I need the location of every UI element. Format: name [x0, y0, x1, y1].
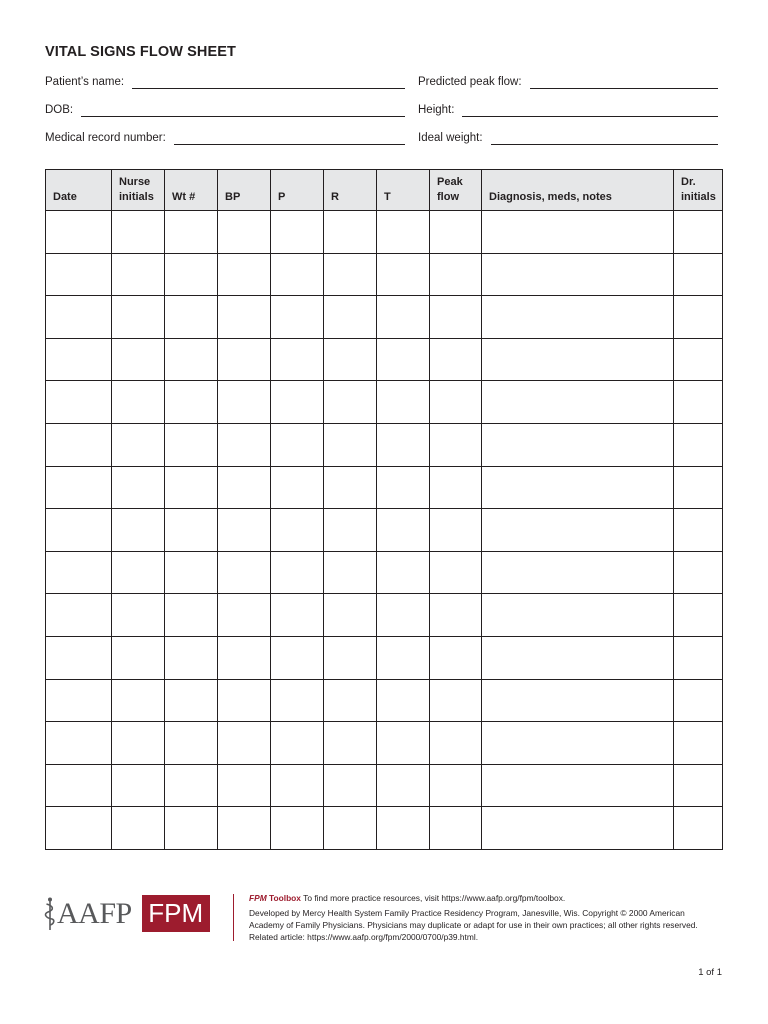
table-cell[interactable] — [218, 509, 271, 552]
toolbox-label: FPM Toolbox — [249, 893, 301, 903]
column-header: Diagnosis, meds, notes — [482, 170, 674, 211]
table-cell[interactable] — [482, 296, 674, 339]
table-cell[interactable] — [324, 253, 377, 296]
table-cell[interactable] — [377, 466, 430, 509]
height-line[interactable] — [462, 106, 718, 117]
table-row — [46, 679, 723, 722]
table-cell[interactable] — [482, 679, 674, 722]
table-row — [46, 253, 723, 296]
table-row — [46, 466, 723, 509]
table-cell[interactable] — [324, 338, 377, 381]
table-cell[interactable] — [674, 211, 723, 254]
table-cell[interactable] — [271, 722, 324, 765]
table-cell[interactable] — [674, 381, 723, 424]
table-row — [46, 807, 723, 850]
table-cell[interactable] — [218, 466, 271, 509]
table-cell[interactable] — [674, 636, 723, 679]
table-cell[interactable] — [271, 253, 324, 296]
table-cell[interactable] — [674, 338, 723, 381]
table-cell[interactable] — [46, 722, 112, 765]
table-cell[interactable] — [165, 381, 218, 424]
column-header: Dr. initials — [674, 170, 723, 211]
table-cell[interactable] — [218, 636, 271, 679]
table-cell[interactable] — [46, 381, 112, 424]
page-title: VITAL SIGNS FLOW SHEET — [45, 44, 236, 60]
table-row — [46, 764, 723, 807]
patient-name-line[interactable] — [132, 78, 405, 89]
column-header: Peak flow — [430, 170, 482, 211]
predicted-peak-flow-field[interactable] — [418, 73, 718, 89]
table-cell[interactable] — [112, 253, 165, 296]
column-header: Nurse initials — [112, 170, 165, 211]
column-header: Date — [46, 170, 112, 211]
table-cell[interactable] — [377, 679, 430, 722]
medical-record-line[interactable] — [174, 134, 405, 145]
table-cell[interactable] — [324, 509, 377, 552]
column-header: Wt # — [165, 170, 218, 211]
table-row — [46, 296, 723, 339]
table-cell[interactable] — [377, 807, 430, 850]
table-row — [46, 338, 723, 381]
table-cell[interactable] — [46, 807, 112, 850]
table-cell[interactable] — [482, 551, 674, 594]
aafp-logo-text: AAFP — [57, 896, 132, 930]
table-cell[interactable] — [482, 636, 674, 679]
table-cell[interactable] — [377, 764, 430, 807]
ideal-weight-line[interactable] — [491, 134, 718, 145]
table-cell[interactable] — [674, 509, 723, 552]
table-cell[interactable] — [271, 211, 324, 254]
table-cell[interactable] — [324, 466, 377, 509]
table-cell[interactable] — [482, 211, 674, 254]
table-cell[interactable] — [271, 296, 324, 339]
table-row — [46, 722, 723, 765]
table-cell[interactable] — [324, 807, 377, 850]
table-cell[interactable] — [46, 679, 112, 722]
table-cell[interactable] — [112, 381, 165, 424]
table-row — [46, 509, 723, 552]
table-cell[interactable] — [430, 296, 482, 339]
table-cell[interactable] — [165, 679, 218, 722]
table-cell[interactable] — [430, 253, 482, 296]
table-cell[interactable] — [482, 594, 674, 637]
table-cell[interactable] — [674, 594, 723, 637]
table-cell[interactable] — [218, 679, 271, 722]
table-cell[interactable] — [430, 764, 482, 807]
table-cell[interactable] — [271, 509, 324, 552]
table-cell[interactable] — [271, 551, 324, 594]
ideal-weight-label: Ideal weight: — [418, 132, 483, 144]
table-cell[interactable] — [482, 764, 674, 807]
table-cell[interactable] — [271, 338, 324, 381]
page-number: 1 of 1 — [698, 967, 722, 978]
table-cell[interactable] — [218, 211, 271, 254]
table-cell[interactable] — [674, 807, 723, 850]
column-header: R — [324, 170, 377, 211]
table-cell[interactable] — [324, 211, 377, 254]
table-cell[interactable] — [377, 636, 430, 679]
medical-record-label: Medical record number: — [45, 132, 166, 144]
table-cell[interactable] — [271, 679, 324, 722]
table-cell[interactable] — [271, 764, 324, 807]
dob-line[interactable] — [81, 106, 405, 117]
table-cell[interactable] — [165, 551, 218, 594]
table-row — [46, 381, 723, 424]
table-cell[interactable] — [46, 296, 112, 339]
table-cell[interactable] — [112, 594, 165, 637]
table-cell[interactable] — [165, 636, 218, 679]
table-cell[interactable] — [165, 807, 218, 850]
table-cell[interactable] — [377, 594, 430, 637]
table-cell[interactable] — [377, 253, 430, 296]
table-cell[interactable] — [674, 679, 723, 722]
table-cell[interactable] — [430, 594, 482, 637]
table-cell[interactable] — [46, 338, 112, 381]
table-row — [46, 551, 723, 594]
table-cell[interactable] — [112, 211, 165, 254]
toolbox-line — [249, 892, 719, 904]
table-cell[interactable] — [112, 423, 165, 466]
table-cell[interactable] — [46, 253, 112, 296]
table-cell[interactable] — [112, 722, 165, 765]
ideal-weight-field[interactable] — [418, 129, 718, 145]
table-cell[interactable] — [324, 381, 377, 424]
table-cell[interactable] — [165, 764, 218, 807]
table-row — [46, 594, 723, 637]
table-header-row — [46, 170, 723, 211]
table-cell[interactable] — [165, 466, 218, 509]
table-cell[interactable] — [377, 551, 430, 594]
table-cell[interactable] — [46, 636, 112, 679]
predicted-peak-flow-line[interactable] — [530, 78, 718, 89]
copyright-text: Developed by Mercy Health System Family Practice Residency Program, Janesville, Wis. Copyright © 2000 American Academy of Family Physicians. Physicians may duplicate or adapt for use in their own practices; all other rights reserved. Related article: https://www.aafp.org/fpm/2000/0700/p39.html. — [249, 908, 698, 942]
table-cell[interactable] — [674, 253, 723, 296]
table-cell[interactable] — [324, 551, 377, 594]
table-cell[interactable] — [377, 509, 430, 552]
table-cell[interactable] — [112, 509, 165, 552]
table-cell[interactable] — [377, 722, 430, 765]
caduceus-icon — [44, 897, 56, 931]
vitals-table — [45, 169, 723, 850]
table-cell[interactable] — [482, 807, 674, 850]
height-field[interactable] — [418, 101, 718, 117]
table-cell[interactable] — [482, 509, 674, 552]
table-cell[interactable] — [674, 296, 723, 339]
table-cell[interactable] — [674, 423, 723, 466]
table-cell[interactable] — [218, 807, 271, 850]
table-cell[interactable] — [46, 551, 112, 594]
footer-divider — [233, 894, 234, 941]
table-cell[interactable] — [165, 211, 218, 254]
table-cell[interactable] — [112, 764, 165, 807]
table-cell[interactable] — [165, 253, 218, 296]
table-cell[interactable] — [430, 509, 482, 552]
table-cell[interactable] — [218, 423, 271, 466]
table-cell[interactable] — [112, 338, 165, 381]
table-cell[interactable] — [165, 338, 218, 381]
table-cell[interactable] — [430, 807, 482, 850]
table-cell[interactable] — [430, 636, 482, 679]
table-cell[interactable] — [165, 423, 218, 466]
table-cell[interactable] — [324, 636, 377, 679]
table-cell[interactable] — [324, 679, 377, 722]
table-cell[interactable] — [218, 764, 271, 807]
table-cell[interactable] — [112, 636, 165, 679]
table-cell[interactable] — [46, 211, 112, 254]
table-cell[interactable] — [218, 296, 271, 339]
column-header: BP — [218, 170, 271, 211]
table-cell[interactable] — [430, 338, 482, 381]
table-cell[interactable] — [112, 296, 165, 339]
table-cell[interactable] — [430, 722, 482, 765]
table-cell[interactable] — [674, 722, 723, 765]
table-cell[interactable] — [218, 381, 271, 424]
table-cell[interactable] — [430, 211, 482, 254]
predicted-peak-flow-label: Predicted peak flow: — [418, 76, 522, 88]
table-cell[interactable] — [377, 296, 430, 339]
table-row — [46, 211, 723, 254]
table-cell[interactable] — [218, 338, 271, 381]
table-cell[interactable] — [46, 509, 112, 552]
table-cell[interactable] — [324, 423, 377, 466]
table-body — [46, 211, 723, 850]
table-cell[interactable] — [112, 551, 165, 594]
table-cell[interactable] — [271, 466, 324, 509]
toolbox-text: To find more practice resources, visit https://www.aafp.org/fpm/toolbox. — [300, 893, 566, 903]
table-cell[interactable] — [674, 764, 723, 807]
table-cell[interactable] — [324, 764, 377, 807]
table-cell[interactable] — [674, 551, 723, 594]
column-header: T — [377, 170, 430, 211]
table-cell[interactable] — [377, 211, 430, 254]
table-cell[interactable] — [377, 381, 430, 424]
table-cell[interactable] — [674, 466, 723, 509]
table-cell[interactable] — [271, 807, 324, 850]
table-cell[interactable] — [165, 594, 218, 637]
table-cell[interactable] — [482, 253, 674, 296]
patient-name-field[interactable] — [45, 73, 405, 89]
table-cell[interactable] — [271, 594, 324, 637]
table-cell[interactable] — [430, 423, 482, 466]
table-cell[interactable] — [430, 551, 482, 594]
table-cell[interactable] — [482, 381, 674, 424]
table-cell[interactable] — [430, 381, 482, 424]
table-cell[interactable] — [112, 679, 165, 722]
table-cell[interactable] — [165, 722, 218, 765]
table-cell[interactable] — [430, 679, 482, 722]
table-cell[interactable] — [112, 807, 165, 850]
table-cell[interactable] — [324, 722, 377, 765]
table-cell[interactable] — [430, 466, 482, 509]
table-cell[interactable] — [46, 764, 112, 807]
table-cell[interactable] — [218, 594, 271, 637]
patient-name-label: Patient’s name: — [45, 76, 125, 88]
table-cell[interactable] — [46, 423, 112, 466]
table-cell[interactable] — [377, 338, 430, 381]
table-cell[interactable] — [218, 551, 271, 594]
table-cell[interactable] — [218, 253, 271, 296]
table-cell[interactable] — [271, 636, 324, 679]
table-cell[interactable] — [46, 594, 112, 637]
table-cell[interactable] — [377, 423, 430, 466]
footer-logos — [44, 895, 210, 932]
table-cell[interactable] — [46, 466, 112, 509]
height-label: Height: — [418, 104, 455, 116]
table-cell[interactable] — [218, 722, 271, 765]
medical-record-field[interactable] — [45, 129, 405, 145]
table-row — [46, 636, 723, 679]
table-cell[interactable] — [271, 381, 324, 424]
table-cell[interactable] — [482, 722, 674, 765]
footer-text — [249, 892, 719, 943]
dob-field[interactable] — [45, 101, 405, 117]
table-cell[interactable] — [271, 423, 324, 466]
table-cell[interactable] — [112, 466, 165, 509]
table-cell[interactable] — [165, 509, 218, 552]
table-cell[interactable] — [324, 594, 377, 637]
table-cell[interactable] — [324, 296, 377, 339]
table-cell[interactable] — [482, 338, 674, 381]
dob-label: DOB: — [45, 104, 74, 116]
table-cell[interactable] — [165, 296, 218, 339]
aafp-logo — [44, 897, 132, 931]
table-row — [46, 423, 723, 466]
fpm-logo: FPM — [142, 895, 210, 932]
table-cell[interactable] — [482, 466, 674, 509]
table-cell[interactable] — [482, 423, 674, 466]
column-header: P — [271, 170, 324, 211]
